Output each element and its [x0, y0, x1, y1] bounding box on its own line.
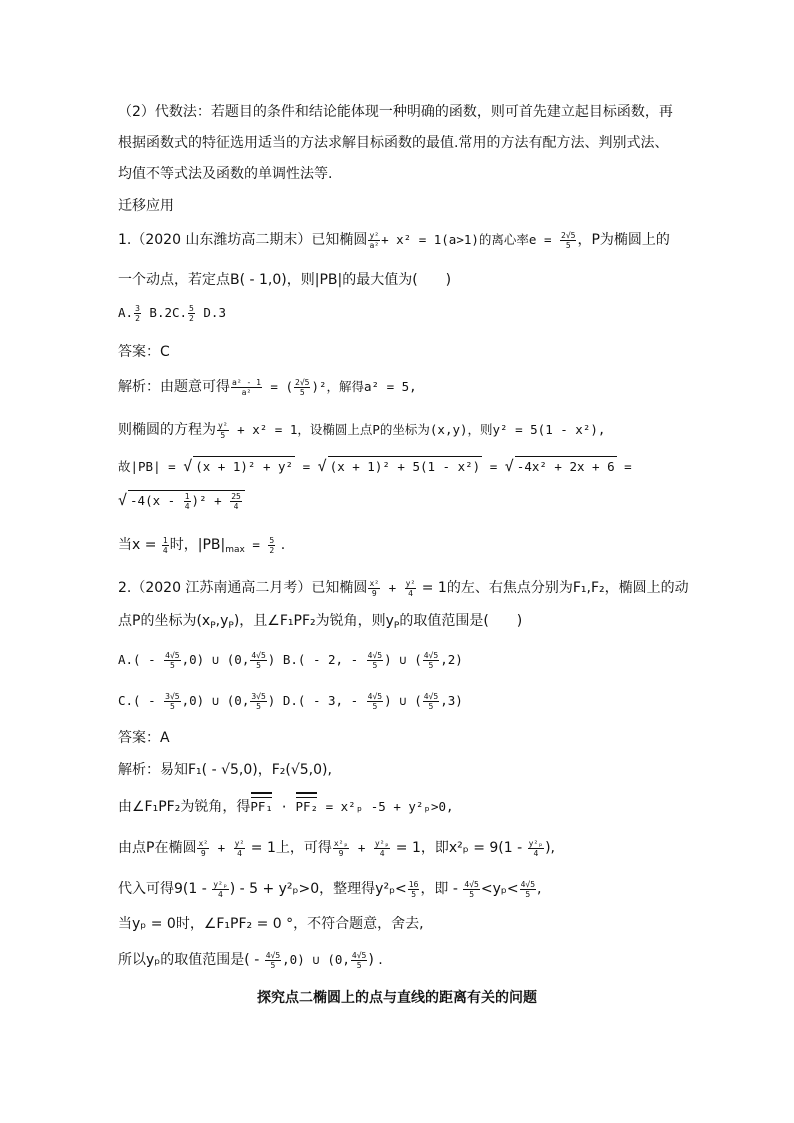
- fraction: $\frac{5}{2}$: [269, 535, 275, 555]
- fraction: $\frac{3√5}{5}$: [165, 692, 180, 711]
- fraction: $\frac{4√5}{5}$: [423, 692, 439, 711]
- sqrt-symbol: √: [317, 457, 327, 475]
- q2-solution-line5: 当yₚ = 0时，∠F₁PF₂ = 0 °，不符合题意，舍去,: [118, 916, 424, 932]
- q1-stem-line2: 一个动点，若定点B( - 1,0)，则|PB|的最大值为( ): [118, 272, 452, 288]
- fraction: $\frac{\text{x²}}{9}$: [369, 578, 380, 598]
- fraction: $\frac{4√5}{5}$: [520, 879, 536, 899]
- q1-solution-line2: 则椭圆的方程为 $\frac{\text{y²}}{5}$ + x² = 1，设椭圆上点P的坐标为(x,y)，则y² = 5(1 - x²),: [118, 420, 606, 440]
- fraction: $\frac{\text{y²}}{4}$: [405, 578, 416, 598]
- fraction: $\frac{\text{y²ₚ}}{4}$: [213, 879, 228, 899]
- q2-solution-line4: 代入可得9(1 - $\frac{\text{y²ₚ}}{4}$ ) - 5 + y²ₚ>0，整理得y²ₚ< $\frac{16}{5}$ ，即 - $\frac{4√5}{5}$ <yₚ< $\frac{4√5}{5}$ ,: [118, 879, 542, 899]
- q2-solution-line1: 解析：易知F₁( - √5,0)，F₂(√5,0),: [118, 762, 332, 778]
- fraction: $\frac{4√5}{5}$: [367, 692, 383, 711]
- fraction: $\frac{4√5}{5}$: [165, 651, 180, 670]
- q2-options-cd: C.( - $\frac{3√5}{5}$ ,0) ∪ (0, $\frac{3√5}{5}$ ) D.( - 3, - $\frac{4√5}{5}$ ) ∪ ( $\frac{4√5}{5}$ ,3): [118, 692, 463, 711]
- fraction: $\frac{\text{y²}}{\text{a²}}$: [369, 230, 380, 250]
- q2-solution-line2: 由∠F₁PF₂为锐角，得PF₁ · PF₂ = x²ₚ -5 + y²ₚ>0,: [118, 799, 454, 815]
- fraction: $\frac{3}{2}$: [135, 304, 140, 323]
- q2-stem-line1: 2.（2020 江苏南通高二月考）已知椭圆 $\frac{\text{x²}}{9}$ + $\frac{\text{y²}}{4}$ = 1的左、右焦点分别为F₁,F₂，椭圆上的动: [118, 578, 689, 598]
- vector-pf2: PF₂: [295, 797, 318, 817]
- sqrt-symbol: √: [183, 457, 193, 475]
- method2-line2: 根据函数式的特征选用适当的方法求解目标函数的最值.常用的方法有配方法、判别式法、: [118, 135, 669, 151]
- fraction: $\frac{\text{a² - 1}}{\text{a²}}$: [232, 377, 261, 397]
- q1-options: A. $\frac{3}{2}$ B.2C. $\frac{5}{2}$ D.3: [118, 304, 226, 323]
- q1-intro: 1.（2020 山东潍坊高二期末）已知椭圆: [118, 232, 368, 248]
- fraction: $\frac{4√5}{5}$: [351, 950, 367, 970]
- fraction: $\frac{3√5}{5}$: [251, 692, 266, 711]
- fraction: $\frac{\text{y²ₚ}}{4}$: [528, 838, 544, 858]
- q1-solution-line3: 故|PB| = √ (x + 1)² + y² = √ (x + 1)² + 5(1 - x²) = √ -4x² + 2x + 6 =: [118, 457, 632, 475]
- fraction: $\frac{\text{x²ₚ}}{9}$: [333, 838, 349, 858]
- fraction: $\frac{4√5}{5}$: [464, 879, 479, 899]
- fraction: $\frac{1}{4}$: [184, 492, 190, 511]
- q2-stem-line2: 点P的坐标为$(x_P,y_P)$，且∠F₁PF₂为锐角，则$y_P$的取值范围是( ): [118, 613, 523, 631]
- q1-solution-line1: 解析：由题意可得 $\frac{\text{a² - 1}}{\text{a²}}$ = ( $\frac{2√5}{5}$ )²，解得a² = 5,: [118, 377, 417, 397]
- vector-pf1: PF₁: [250, 797, 273, 817]
- fraction: $\frac{16}{5}$: [408, 879, 419, 899]
- q1-equation: + x² = 1(a>1)的离心率e =: [381, 232, 560, 247]
- q2-answer: 答案：A: [118, 730, 170, 746]
- sqrt-symbol: √: [504, 457, 514, 475]
- method2-line3: 均值不等式法及函数的单调性法等.: [118, 166, 333, 182]
- q2-solution-line6: 所以yₚ的取值范围是( - $\frac{4√5}{5}$ ,0) ∪ (0, $\frac{4√5}{5}$ ) .: [118, 950, 383, 970]
- fraction: $\frac{2√5}{5}$: [561, 230, 576, 250]
- q2-solution-line3: 由点P在椭圆 $\frac{\text{x²}}{9}$ + $\frac{\text{y²}}{4}$ = 1上，可得 $\frac{\text{x²ₚ}}{9}$ + $\frac{\text{y²ₚ}}{4}$ = 1，即x²ₚ = 9(1 - $\frac{\text{y²ₚ}}{4}$ ),: [118, 838, 556, 858]
- fraction: $\frac{5}{2}$: [189, 304, 194, 323]
- q1-solution-line4: √ -4(x - $\frac{1}{4}$ )² + $\frac{25}{4}$: [118, 490, 245, 511]
- fraction: $\frac{4√5}{5}$: [251, 651, 266, 670]
- q1-tail: ，P为椭圆上的: [577, 232, 670, 248]
- fraction: $\frac{4√5}{5}$: [367, 651, 383, 670]
- fraction: $\frac{25}{4}$: [231, 492, 241, 511]
- section-heading: 迁移应用: [118, 198, 174, 214]
- fraction: $\frac{\text{x²}}{9}$: [198, 838, 209, 858]
- q1-solution-line5: 当x = $\frac{1}{4}$ 时，$|PB|_{max}$ = $\frac{5}{2}$ .: [118, 535, 286, 555]
- fraction: $\frac{2√5}{5}$: [295, 377, 310, 397]
- q1-answer: 答案：C: [118, 344, 170, 360]
- fraction: $\frac{\text{y²}}{5}$: [218, 420, 228, 440]
- footer-heading: 探究点二椭圆上的点与直线的距离有关的问题: [257, 990, 537, 1006]
- fraction: $\frac{\text{y²}}{4}$: [234, 838, 245, 858]
- fraction: $\frac{4√5}{5}$: [265, 950, 281, 970]
- fraction: $\frac{1}{4}$: [162, 535, 168, 555]
- method2-line1: （2）代数法：若题目的条件和结论能体现一种明确的函数，则可首先建立起目标函数，再: [118, 104, 673, 120]
- fraction: $\frac{4√5}{5}$: [423, 651, 439, 670]
- fraction: $\frac{\text{y²ₚ}}{4}$: [374, 838, 390, 858]
- q1-stem-line1: [118, 230, 670, 250]
- q2-options-ab: A.( - $\frac{4√5}{5}$ ,0) ∪ (0, $\frac{4√5}{5}$ ) B.( - 2, - $\frac{4√5}{5}$ ) ∪ ( $\frac{4√5}{5}$ ,2): [118, 651, 463, 670]
- sqrt-symbol: √: [118, 491, 128, 509]
